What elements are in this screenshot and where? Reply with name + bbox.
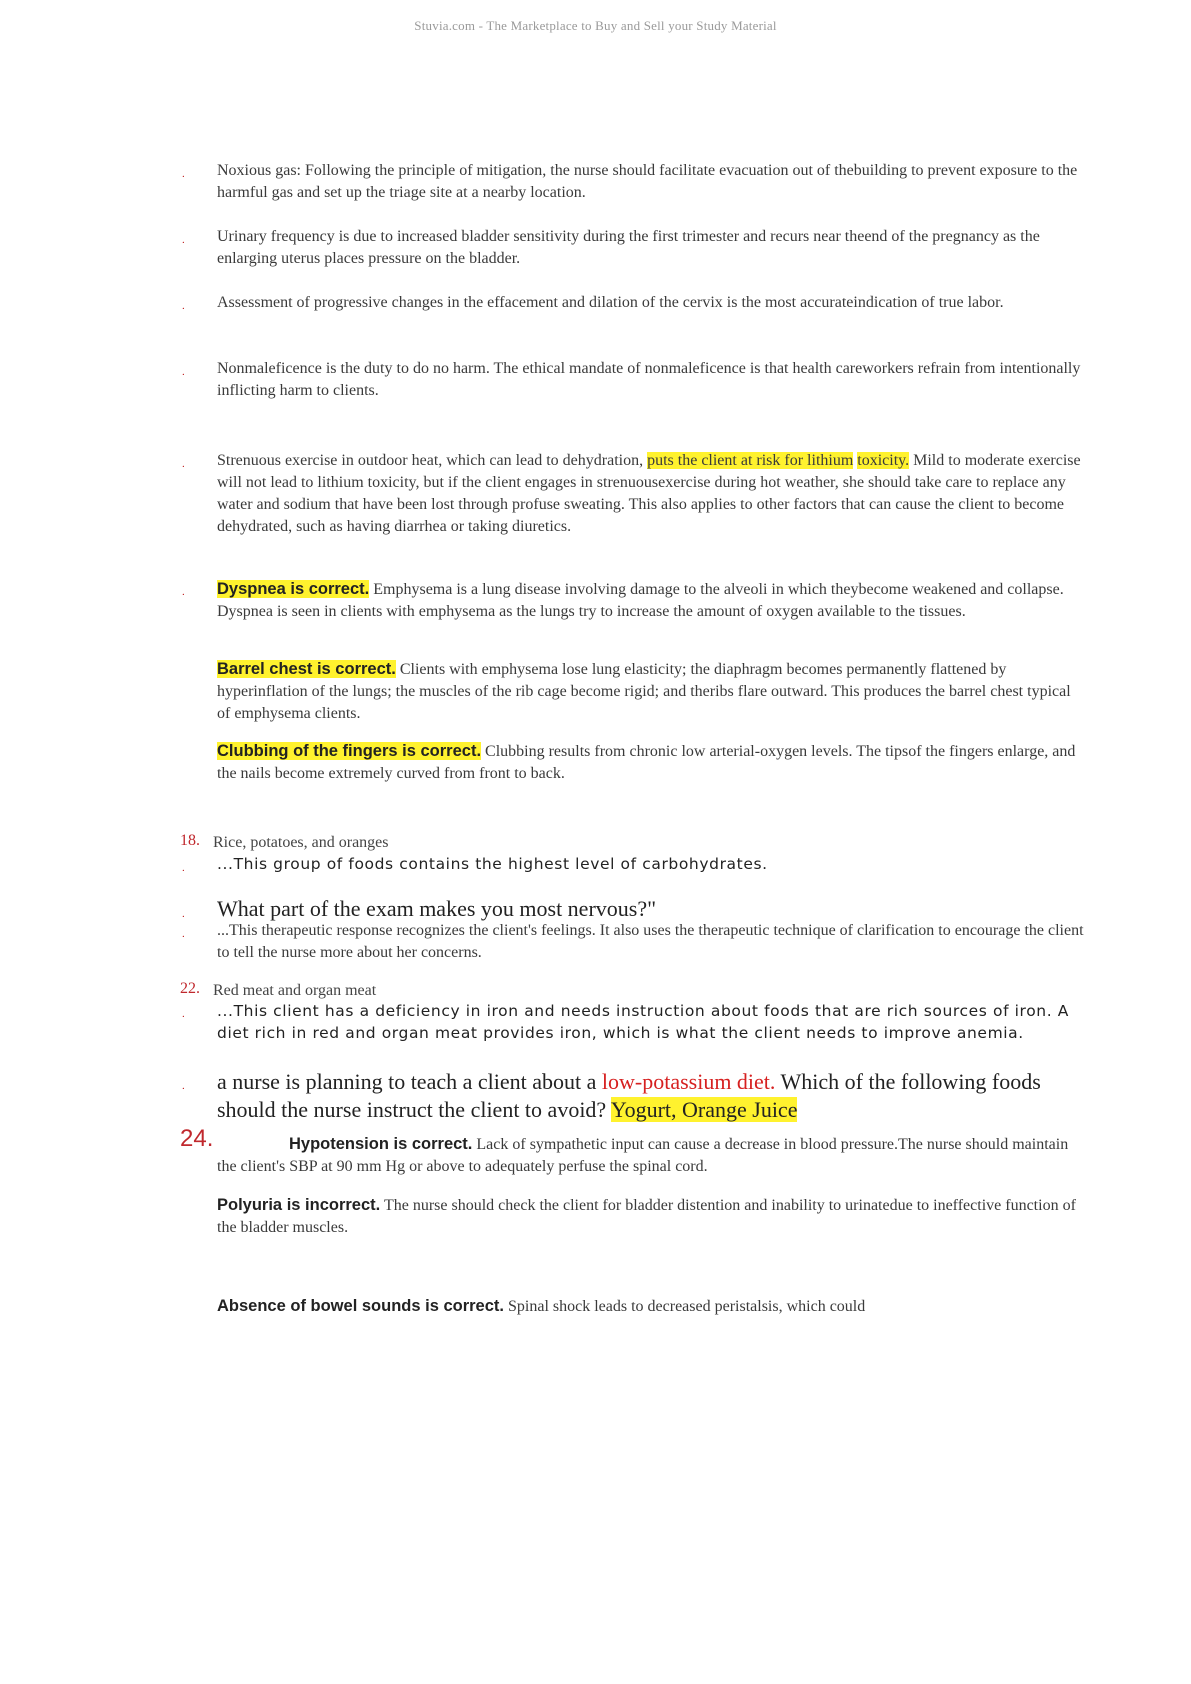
polyuria-text: The nurse should check the client for bladder distention and inability to urinatedue to ineffective function of the bladder muscles. [217,1197,1076,1236]
bowel-sounds-paragraph [217,1295,1087,1318]
q22-answer: Red meat and organ meat [213,982,377,999]
noxious-gas-paragraph: Noxious gas: Following the principle of mitigation, the nurse should facilitate evacuation out of thebuilding to prevent exposure to the harmful gas and set up the triage site at a nearby location. [217,162,1078,201]
urinary-frequency-paragraph: Urinary frequency is due to increased bladder sensitivity during the first trimester and recurs near theend of the pregnancy as the enlarging uterus places pressure on the bladder. [217,228,1040,267]
potassium-text-rest: Which of the following foods should the nurse instruct the client to avoid? [217,1069,1041,1122]
bullet-marker: . [182,1080,185,1092]
bullet-marker: . [182,586,185,598]
barrel-chest-label: Barrel chest is correct. [217,660,396,678]
clubbing-paragraph [217,740,1087,785]
bullet-marker: . [182,366,185,378]
bullet-marker: . [182,1008,185,1020]
bowel-sounds-label: Absence of bowel sounds is correct. [217,1297,504,1315]
hypotension-text: Lack of sympathetic input can cause a decrease in blood pressure.The nurse should maintain the client's SBP at 90 mm Hg or above to adequately perfuse the spinal cord. [217,1136,1069,1175]
hypotension-paragraph [217,1133,1087,1178]
hypotension-label: Hypotension is correct. [289,1135,473,1153]
bowel-sounds-text: Spinal shock leads to decreased peristalsis, which could [508,1298,866,1315]
strenuous-text-rest: Mild to moderate exercise will not lead to lithium toxicity, but if the client engages in strenuousexercise during hot weather, she should take care to replace any water and sodium that have been lost through profuse sweating. This also applies to other factors that can cause the client to become dehydrated, such as having diarrhea or taking diuretics. [217,452,1081,535]
bullet-marker: . [182,928,185,940]
q22-explanation: ...This client has a deficiency in iron and needs instruction about foods that are rich sources of iron. A diet rich in red and organ meat provides iron, which is what the client needs to improve anemia. [217,1002,1069,1042]
question-number: 18. [180,832,200,849]
clubbing-label: Clubbing of the fingers is correct. [217,742,482,760]
strenuous-text-start: Strenuous exercise in outdoor heat, which can lead to dehydration, [217,452,644,469]
exam-question: What part of the exam makes you most nervous?" [217,896,657,921]
highlighted-phrase: toxicity. [857,452,910,469]
dyspnea-text: Emphysema is a lung disease involving damage to the alveoli in which theybecome weakened and collapse. Dyspnea is seen in clients with emphysema as the lungs try to increase the amount of oxygen available to the tissues. [217,581,1064,620]
barrel-chest-paragraph [217,658,1087,725]
question-number: 24. [180,1125,214,1152]
bullet-marker: . [182,862,185,874]
potassium-answer: Yogurt, Orange Juice [610,1097,798,1122]
bullet-marker: . [182,458,185,470]
polyuria-paragraph [217,1194,1087,1239]
exam-explanation: ...This therapeutic response recognizes the client's feelings. It also uses the therapeutic technique of clarification to encourage the client to tell the nurse more about her concerns. [217,922,1084,961]
bullet-marker: . [182,234,185,246]
bullet-marker: . [182,908,185,920]
bullet-marker: . [182,300,185,312]
strenuous-exercise-paragraph [217,450,1087,538]
page-header: Stuvia.com - The Marketplace to Buy and Sell your Study Material [414,18,777,33]
potassium-text-start: a nurse is planning to teach a client about a [217,1069,597,1094]
polyuria-label: Polyuria is incorrect. [217,1196,381,1214]
barrel-chest-text: Clients with emphysema lose lung elasticity; the diaphragm becomes permanently flattened by hyperinflation of the lungs; the muscles of the rib cage become rigid; and theribs flare outward. This produces the barrel chest typical of emphysema clients. [217,661,1071,722]
clubbing-text: Clubbing results from chronic low arterial-oxygen levels. The tipsof the fingers enlarge, and the nails become extremely curved from front to back. [217,743,1076,782]
nonmaleficence-paragraph: Nonmaleficence is the duty to do no harm. The ethical mandate of nonmaleficence is that health careworkers refrain from intentionally inflicting harm to clients. [217,360,1081,399]
dyspnea-label: Dyspnea is correct. [217,580,370,598]
q18-explanation: ...This group of foods contains the highest level of carbohydrates. [217,855,768,873]
highlighted-phrase: puts the client at risk for lithium [647,452,854,469]
q18-answer: Rice, potatoes, and oranges [213,834,389,851]
dyspnea-paragraph [217,578,1087,623]
potassium-keyword: low-potassium diet. [601,1069,776,1094]
assessment-paragraph: Assessment of progressive changes in the effacement and dilation of the cervix is the most accurateindication of true labor. [217,294,1004,311]
potassium-question [217,1068,1087,1124]
question-number: 22. [180,980,200,997]
bullet-marker: . [182,168,185,180]
